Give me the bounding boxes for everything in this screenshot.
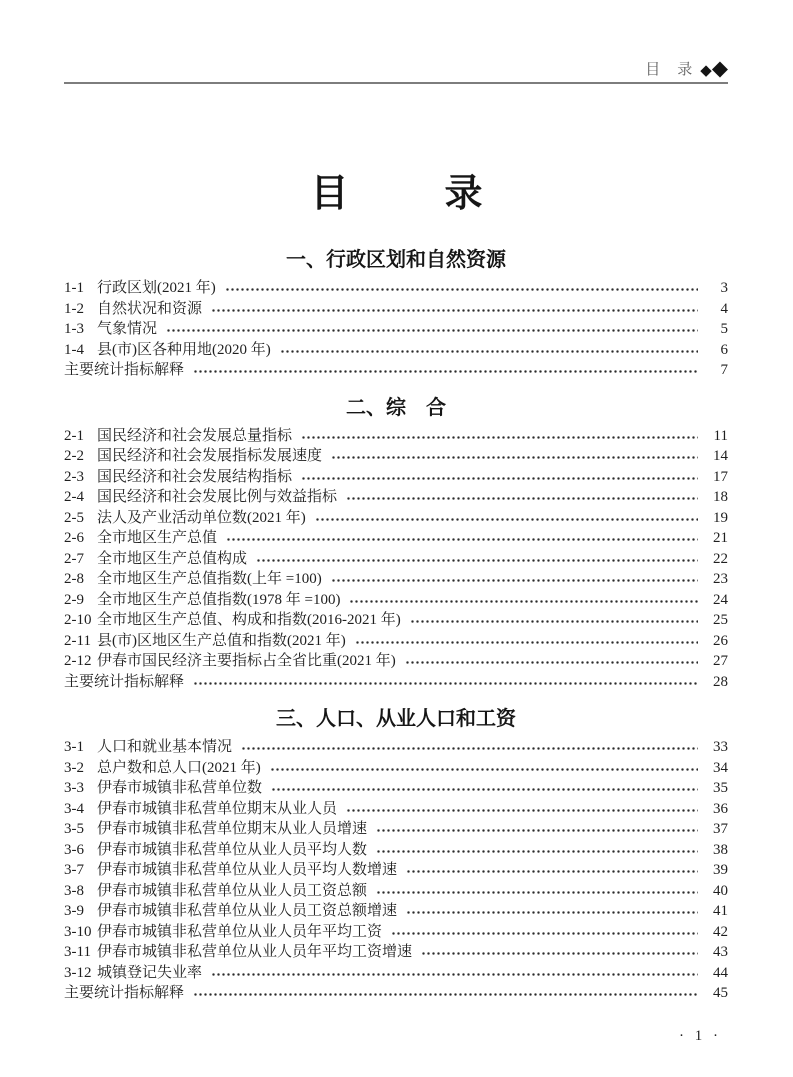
toc-item-number: 3-4 xyxy=(64,800,84,817)
toc-item-number: 3-2 xyxy=(64,759,84,776)
toc-item[interactable] xyxy=(64,942,728,963)
toc-leader-dots xyxy=(349,594,698,609)
toc-item-page: 23 xyxy=(713,571,728,587)
toc-item[interactable] xyxy=(64,319,728,340)
toc-item[interactable] xyxy=(64,840,728,861)
toc-item-title: 人口和就业基本情况 xyxy=(97,739,233,755)
section-heading: 三、人口、从业人口和工资 xyxy=(276,708,516,730)
toc-item-number: 2-8 xyxy=(64,571,84,587)
toc-item-page: 28 xyxy=(713,673,728,690)
toc-item[interactable] xyxy=(64,467,728,488)
toc-item[interactable] xyxy=(64,426,728,447)
toc-item-number: 1-2 xyxy=(64,300,84,317)
toc-item-number: 3-10 xyxy=(64,923,92,940)
toc-item-number: 3-1 xyxy=(64,739,84,755)
toc-leader-dots xyxy=(376,885,698,900)
toc-item[interactable] xyxy=(64,590,728,611)
toc-item[interactable] xyxy=(64,340,728,361)
toc-item[interactable] xyxy=(64,963,728,984)
toc-item-page: 38 xyxy=(713,841,728,858)
toc-item-page: 35 xyxy=(713,780,728,796)
toc-item-title: 全市地区生产总值构成 xyxy=(97,550,248,567)
toc-item-number: 3-8 xyxy=(64,882,84,899)
toc-item[interactable] xyxy=(64,922,728,943)
toc-leader-dots xyxy=(406,864,698,879)
toc-item-page: 14 xyxy=(713,448,728,464)
toc-item[interactable] xyxy=(64,528,728,549)
toc-item-page: 22 xyxy=(713,550,728,567)
toc-item[interactable] xyxy=(64,631,728,652)
toc-leader-dots xyxy=(211,967,698,982)
toc-item-number: 2-2 xyxy=(64,448,84,464)
page-title: 目录 xyxy=(310,173,579,215)
running-header-title: 目 录 xyxy=(645,62,694,78)
toc-leader-dots xyxy=(301,430,698,445)
toc-item-number: 1-1 xyxy=(64,280,84,296)
toc-item[interactable] xyxy=(64,610,728,631)
toc-item-title: 伊春市城镇非私营单位从业人员工资总额 xyxy=(97,882,368,899)
toc-item-number: 2-9 xyxy=(64,591,84,608)
toc-item-number: 3-12 xyxy=(64,964,92,981)
toc-leader-dots xyxy=(193,676,698,691)
toc-item[interactable] xyxy=(64,737,728,758)
toc-leader-dots xyxy=(166,323,698,338)
toc-leader-dots xyxy=(225,282,698,297)
toc-item-number: 3-6 xyxy=(64,841,84,858)
toc-item-title: 伊春市国民经济主要指标占全省比重(2021 年) xyxy=(97,653,396,669)
toc-item-page: 24 xyxy=(713,591,728,608)
toc-item[interactable] xyxy=(64,881,728,902)
toc-item-page: 19 xyxy=(713,509,728,526)
toc-item-title: 伊春市城镇非私营单位从业人员工资总额增速 xyxy=(97,903,398,919)
toc-leader-dots xyxy=(331,450,698,465)
toc-item-page: 25 xyxy=(713,612,728,628)
toc-item-page: 36 xyxy=(713,800,728,817)
toc-item-number: 3-5 xyxy=(64,821,84,837)
toc-item-number: 3-7 xyxy=(64,862,84,878)
toc-item-number: 2-6 xyxy=(64,530,84,546)
toc-leader-dots xyxy=(405,655,698,670)
toc-item-number: 1-3 xyxy=(64,321,84,337)
toc-item-page: 34 xyxy=(713,759,728,776)
toc-item-page: 45 xyxy=(713,985,728,1001)
toc-leader-dots xyxy=(193,987,698,1002)
toc-item-title: 伊春市城镇非私营单位期末从业人员 xyxy=(97,800,338,817)
toc-item-title: 国民经济和社会发展结构指标 xyxy=(97,468,293,485)
toc-item-title: 全市地区生产总值指数(上年 =100) xyxy=(97,571,322,587)
toc-item-page: 7 xyxy=(720,362,728,378)
toc-item-number: 2-4 xyxy=(64,489,84,505)
toc-item[interactable] xyxy=(64,983,728,1004)
toc-leader-dots xyxy=(376,823,698,838)
toc-item-number: 1-4 xyxy=(64,341,84,358)
toc-item-title: 伊春市城镇非私营单位期末从业人员增速 xyxy=(97,821,368,837)
toc-item-page: 18 xyxy=(713,489,728,505)
diamond-large-icon: ◆ xyxy=(711,56,728,80)
toc-item[interactable] xyxy=(64,819,728,840)
toc-item-page: 44 xyxy=(713,964,728,981)
toc-item-number: 3-11 xyxy=(64,944,91,960)
table-of-contents xyxy=(64,246,728,1004)
toc-leader-dots xyxy=(391,926,698,941)
toc-item-title: 气象情况 xyxy=(97,321,158,337)
toc-item-page: 11 xyxy=(713,427,728,444)
toc-item[interactable] xyxy=(64,549,728,570)
toc-leader-dots xyxy=(406,905,698,920)
toc-item-number: 3-9 xyxy=(64,903,84,919)
toc-section-2 xyxy=(64,394,728,693)
toc-leader-dots xyxy=(241,741,698,756)
toc-item[interactable] xyxy=(64,799,728,820)
toc-item[interactable] xyxy=(64,487,728,508)
toc-item[interactable] xyxy=(64,299,728,320)
toc-item[interactable] xyxy=(64,360,728,381)
toc-item[interactable] xyxy=(64,778,728,799)
toc-leader-dots xyxy=(315,512,698,527)
toc-item-number: 2-12 xyxy=(64,653,92,669)
toc-leader-dots xyxy=(280,344,698,359)
toc-item[interactable] xyxy=(64,860,728,881)
toc-item[interactable] xyxy=(64,508,728,529)
toc-leader-dots xyxy=(355,635,698,650)
toc-item-number: 2-3 xyxy=(64,468,84,485)
toc-item[interactable] xyxy=(64,278,728,299)
toc-leader-dots xyxy=(193,364,698,379)
toc-leader-dots xyxy=(271,782,698,797)
toc-item-title: 自然状况和资源 xyxy=(97,300,203,317)
toc-item-title: 全市地区生产总值、构成和指数(2016-2021 年) xyxy=(97,612,401,628)
toc-leader-dots xyxy=(410,614,698,629)
toc-item-number: 2-5 xyxy=(64,509,84,526)
toc-item[interactable] xyxy=(64,758,728,779)
toc-item-title: 主要统计指标解释 xyxy=(64,985,185,1001)
toc-item-page: 4 xyxy=(720,300,728,317)
toc-leader-dots xyxy=(331,573,698,588)
toc-leader-dots xyxy=(256,553,698,568)
toc-item-title: 伊春市城镇非私营单位从业人员平均人数 xyxy=(97,841,368,858)
toc-item-page: 27 xyxy=(713,653,728,669)
toc-item-title: 县(市)区各种用地(2020 年) xyxy=(97,341,271,358)
toc-item-title: 伊春市城镇非私营单位从业人员平均人数增速 xyxy=(97,862,398,878)
toc-item-page: 26 xyxy=(713,632,728,649)
toc-item-title: 国民经济和社会发展总量指标 xyxy=(97,427,293,444)
toc-item-title: 伊春市城镇非私营单位数 xyxy=(97,780,263,796)
toc-item-page: 37 xyxy=(713,821,728,837)
toc-leader-dots xyxy=(376,844,698,859)
toc-leader-dots xyxy=(226,532,698,547)
section-heading: 一、行政区划和自然资源 xyxy=(286,249,506,271)
toc-leader-dots xyxy=(346,491,698,506)
toc-item-page: 43 xyxy=(713,944,728,960)
toc-item-page: 33 xyxy=(713,739,728,755)
footer-page-number: · 1 · xyxy=(679,1028,718,1044)
section-rows xyxy=(64,278,728,381)
toc-leader-dots xyxy=(301,471,698,486)
toc-item-page: 5 xyxy=(720,321,728,337)
toc-item-title: 城镇登记失业率 xyxy=(97,964,203,981)
toc-item-title: 主要统计指标解释 xyxy=(64,673,185,690)
diamond-small-icon: ◆ xyxy=(700,63,712,79)
toc-item[interactable] xyxy=(64,651,728,672)
toc-item-title: 法人及产业活动单位数(2021 年) xyxy=(97,509,306,526)
toc-item-page: 39 xyxy=(713,862,728,878)
toc-item-title: 总户数和总人口(2021 年) xyxy=(97,759,261,776)
toc-item-title: 伊春市城镇非私营单位从业人员年平均工资增速 xyxy=(97,944,413,960)
toc-item-page: 6 xyxy=(720,341,728,358)
toc-item-page: 3 xyxy=(720,280,728,296)
toc-item-page: 17 xyxy=(713,468,728,485)
toc-section-3 xyxy=(64,705,728,1004)
toc-item-page: 21 xyxy=(713,530,728,546)
toc-item-title: 国民经济和社会发展比例与效益指标 xyxy=(97,489,338,505)
toc-item-title: 国民经济和社会发展指标发展速度 xyxy=(97,448,323,464)
section-rows xyxy=(64,426,728,693)
toc-item[interactable] xyxy=(64,569,728,590)
toc-leader-dots xyxy=(421,946,698,961)
toc-item[interactable] xyxy=(64,672,728,693)
toc-leader-dots xyxy=(211,303,698,318)
toc-item-number: 2-10 xyxy=(64,612,92,628)
toc-item-title: 县(市)区地区生产总值和指数(2021 年) xyxy=(97,632,346,649)
toc-item-title: 行政区划(2021 年) xyxy=(97,280,216,296)
toc-item-page: 40 xyxy=(713,882,728,899)
toc-item-number: 2-11 xyxy=(64,632,91,649)
toc-item[interactable] xyxy=(64,446,728,467)
toc-item-page: 41 xyxy=(713,903,728,919)
toc-item[interactable] xyxy=(64,901,728,922)
toc-item-page: 42 xyxy=(713,923,728,940)
toc-item-title: 伊春市城镇非私营单位从业人员年平均工资 xyxy=(97,923,383,940)
toc-item-number: 2-7 xyxy=(64,550,84,567)
section-rows xyxy=(64,737,728,1004)
toc-item-title: 主要统计指标解释 xyxy=(64,362,185,378)
running-header xyxy=(64,0,728,84)
toc-item-title: 全市地区生产总值 xyxy=(97,530,218,546)
toc-section-1 xyxy=(64,246,728,381)
section-heading: 二、综 合 xyxy=(346,396,446,419)
toc-leader-dots xyxy=(346,803,698,818)
toc-item-number: 3-3 xyxy=(64,780,84,796)
toc-item-number: 2-1 xyxy=(64,427,84,444)
toc-item-title: 全市地区生产总值指数(1978 年 =100) xyxy=(97,591,341,608)
toc-leader-dots xyxy=(270,762,698,777)
